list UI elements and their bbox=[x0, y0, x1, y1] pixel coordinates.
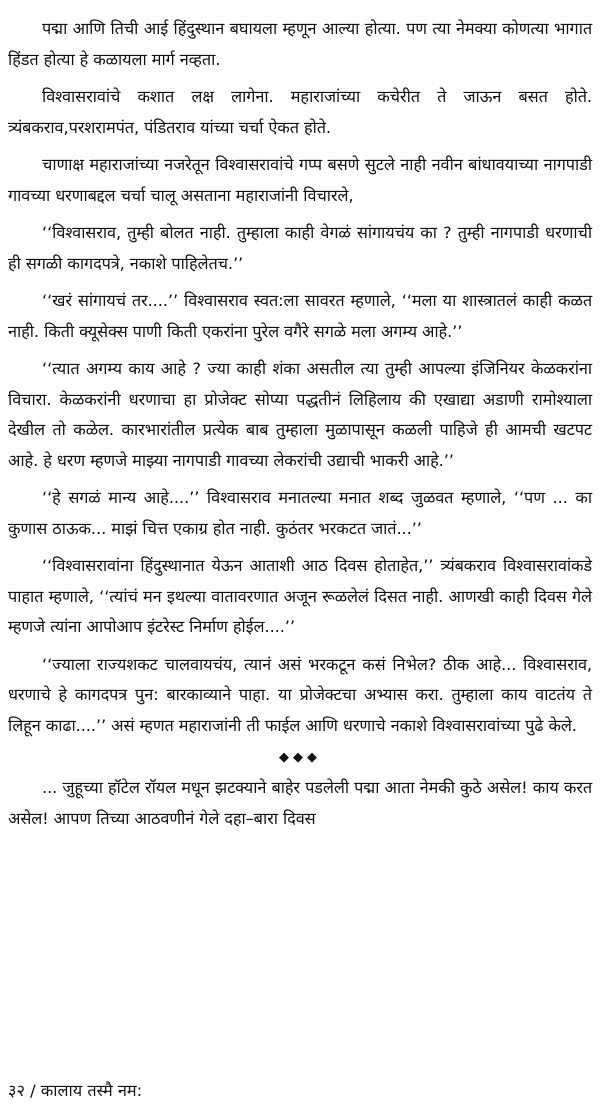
paragraph-3: चाणाक्ष महाराजांच्या नजरेतून विश्वासरावांचे गप्प बसणे सुटले नाही नवीन बांधावयाच्या नागपाडी गावच्या धरणाबद्दल चर्चा चालू असताना महाराजांनी विचारले, bbox=[8, 155, 592, 205]
paragraph-5: ‘‘खरं सांगायचं तर....’’ विश्वासराव स्वत:ला सावरत म्हणाले, ‘‘मला या शास्त्रातलं काही कळत नाही. किती क्यूसेक्स पाणी किती एकरांना पुरेल वगैरे सगळे मला अगम्य आहे.’’ bbox=[8, 291, 592, 341]
paragraph-10: ... जुहूच्या हॉटेल रॉयल मधून झटक्याने बाहेर पडलेली पद्मा आता नेमकी कुठे असेल! काय करत असेल! आपण तिच्या आठवणीनं गेले दहा–बारा दिवस bbox=[8, 778, 592, 828]
paragraph-8: ‘‘विश्वासरावांना हिंदुस्थानात येऊन आताशी आठ दिवस होताहेत,’’ त्र्यंबकराव विश्वासरावांकडे पाहात म्हणाले, ‘‘त्यांचं मन इथल्या वातावरणात अजून रूळलेलं दिसत नाही. आणखी काही दिवस गेले म्हणजे त्यांना आपोआप इंटरेस्ट निर्माण होईल....’’ bbox=[8, 556, 592, 636]
paragraph-6: ‘‘त्यात अगम्य काय आहे ? ज्या काही शंका असतील त्या तुम्ही आपल्या इंजिनियर केळकरांना विचारा. केळकरांनी धरणाचा हा प्रोजेक्ट सोप्या पद्धतीनं लिहिलाय की एखाद्या अडाणी रामोश्याला देखील तो कळेल. कारभारांतील प्रत्येक बाब तुम्हाला मुळापासून कळली पाहिजे ही आमची खटपट आहे. हे धरण म्हणजे माझ्या नागपाडी गावच्या लेकरांची उद्याची भाकरी आहे.’’ bbox=[8, 359, 592, 470]
paragraph-4: ‘‘विश्वासराव, तुम्ही बोलत नाही. तुम्हाला काही वेगळं सांगायचंय का ? तुम्ही नागपाडी धरणाची ही सगळी कागदपत्रे, नकाशे पाहिलेतच.’’ bbox=[8, 223, 592, 273]
paragraph-7: ‘‘हे सगळं मान्य आहे....’’ विश्वासराव मनातल्या मनात शब्द जुळवत म्हणाले, ‘‘पण ... का कुणास ठाऊक... माझं चित्त एकाग्र होत नाही. कुठंतर भरकटत जातं...’’ bbox=[8, 488, 592, 538]
paragraph-2: विश्वासरावांचे कशात लक्ष लागेना. महाराजांच्या कचेरीत ते जाऊन बसत होते. त्र्यंबकराव,परशरामपंत, पंडितराव यांच्या चर्चा ऐकत होते. bbox=[8, 87, 592, 137]
paragraph-1: पद्मा आणि तिची आई हिंदुस्थान बघायला म्हणून आल्या होत्या. पण त्या नेमक्या कोणत्या भागात हिंडत होत्या हे कळायला मार्ग नव्हता. bbox=[8, 19, 592, 69]
page-footer: ३२ / कालाय तस्मै नम: bbox=[8, 1081, 143, 1100]
section-separator: ◆◆◆ bbox=[279, 750, 321, 765]
paragraph-9: ‘‘ज्याला राज्यशकट चालवायचंय, त्यानं असं भरकटून कसं निभेल? ठीक आहे... विश्वासराव, धरणाचे हे कागदपत्र पुन: बारकाव्याने पाहा. या प्रोजेक्टचा अभ्यास करा. तुम्हाला काय वाटतंय ते लिहून काढा....’’ असं म्हणत महाराजांनी ती फाईल आणि धरणाचे नकाशे विश्वासरावांच्या पुढे केले. bbox=[8, 654, 592, 735]
